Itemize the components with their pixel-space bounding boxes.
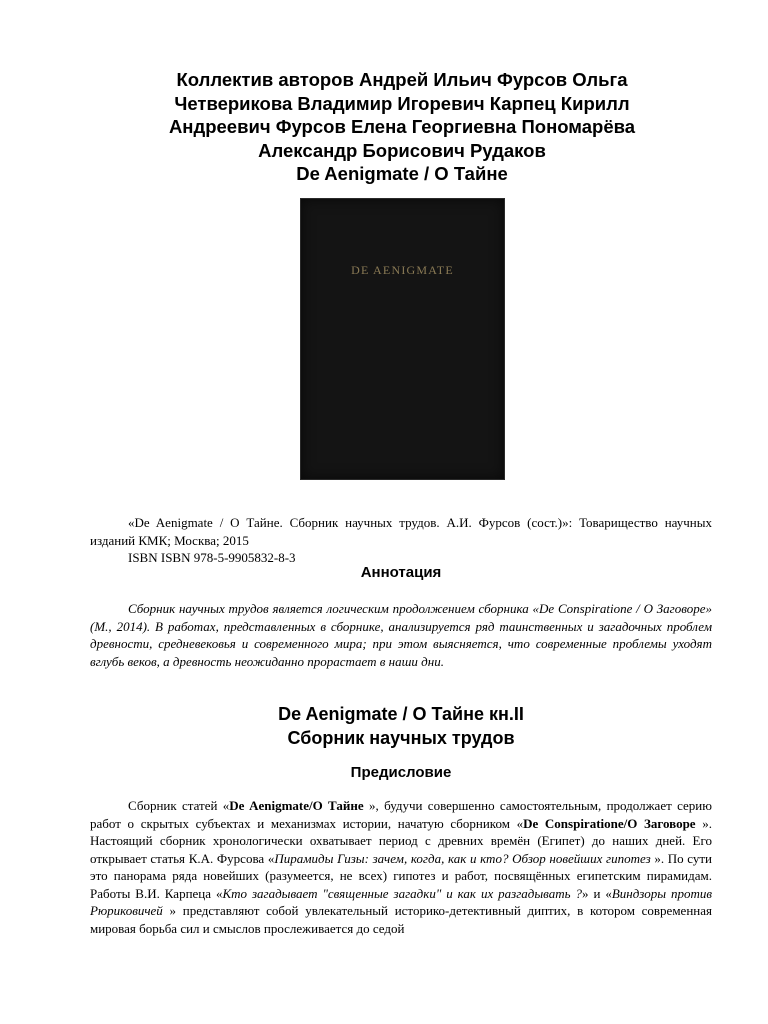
section-title [90,702,712,750]
section-title-line-2: Сборник научных трудов [287,728,515,748]
publication-citation: «De Aenigmate / О Тайне. Сборник научных трудов. А.И. Фурсов (сост.)»: Товарищество научных изданий КМК; Москва; 2015 [90,515,712,548]
isbn-line: ISBN ISBN 978-5-9905832-8-3 [128,550,296,565]
preface-text-part: Сборник статей « [128,798,230,813]
book-title: De Aenigmate / О Тайне [296,163,508,184]
preface-italic-title: Пирамиды Гизы: зачем, когда, как и кто? Обзор новейших гипотез [274,850,651,866]
preface-italic-title: Виндзоры против Рюриковичей [90,885,712,918]
preface-bold-title: De Aenigmate/О Тайне [229,798,364,813]
preface-text-part: », будучи совершенно самостоятельным, продолжает серию работ о скрытых субъектах и механизмах истории, начатую сборником « [90,798,712,831]
preface-text-part: » и « [582,885,612,901]
preface-text-part: ». По сути это панорама ряда новейших (разумеется, не всех) гипотез и работ, посвящённых египетским пирамидам. Работы В.И. Карпеца « [90,850,713,901]
preface-text [90,797,712,937]
annotation-heading: Аннотация [360,564,442,581]
section-title-line-1: De Aenigmate / О Тайне кн.II [278,704,524,724]
book-cover-image [300,198,505,480]
author-line-1: Коллектив авторов Андрей Ильич Фурсов Ольга [176,69,628,90]
preface-text-part: ». Настоящий сборник хронологически охватывает период с древних времён (Египет) до наших дней. Его открывает статья К.А. Фурсова « [90,815,712,866]
document-title-block [120,68,684,186]
preface-text-part: » представляют собой увлекательный историко-детективный диптих, в котором современная мировая борьба сил и смыслов прослеживается до седой [90,903,712,936]
author-line-2: Четверикова Владимир Игоревич Карпец Кирилл [174,92,630,114]
preface-bold-title: De Conspiratione/О Заговоре [523,815,696,831]
publication-info [90,514,712,567]
cover-title: DE AENIGMATE [351,263,454,277]
annotation-text: Сборник научных трудов является логическим продолжением сборника «De Conspiratione / О Заговоре» (М., 2014). В работах, представленных в сборнике, анализируется ряд таинственных и загадочных проблем древности, средневековья и современного мира; при этом выясняется, что современные проблемы уходят вглубь веков, а древность неожиданно прорастает в наши дни. [90,601,712,669]
author-line-4: Александр Борисович Рудаков [258,139,546,161]
preface-italic-title: Кто загадывает "священные загадки" и как их разгадывать ? [222,885,582,901]
preface-heading: Предисловие [350,764,452,781]
author-line-3: Андреевич Фурсов Елена Георгиевна Пономарёва [168,116,636,137]
